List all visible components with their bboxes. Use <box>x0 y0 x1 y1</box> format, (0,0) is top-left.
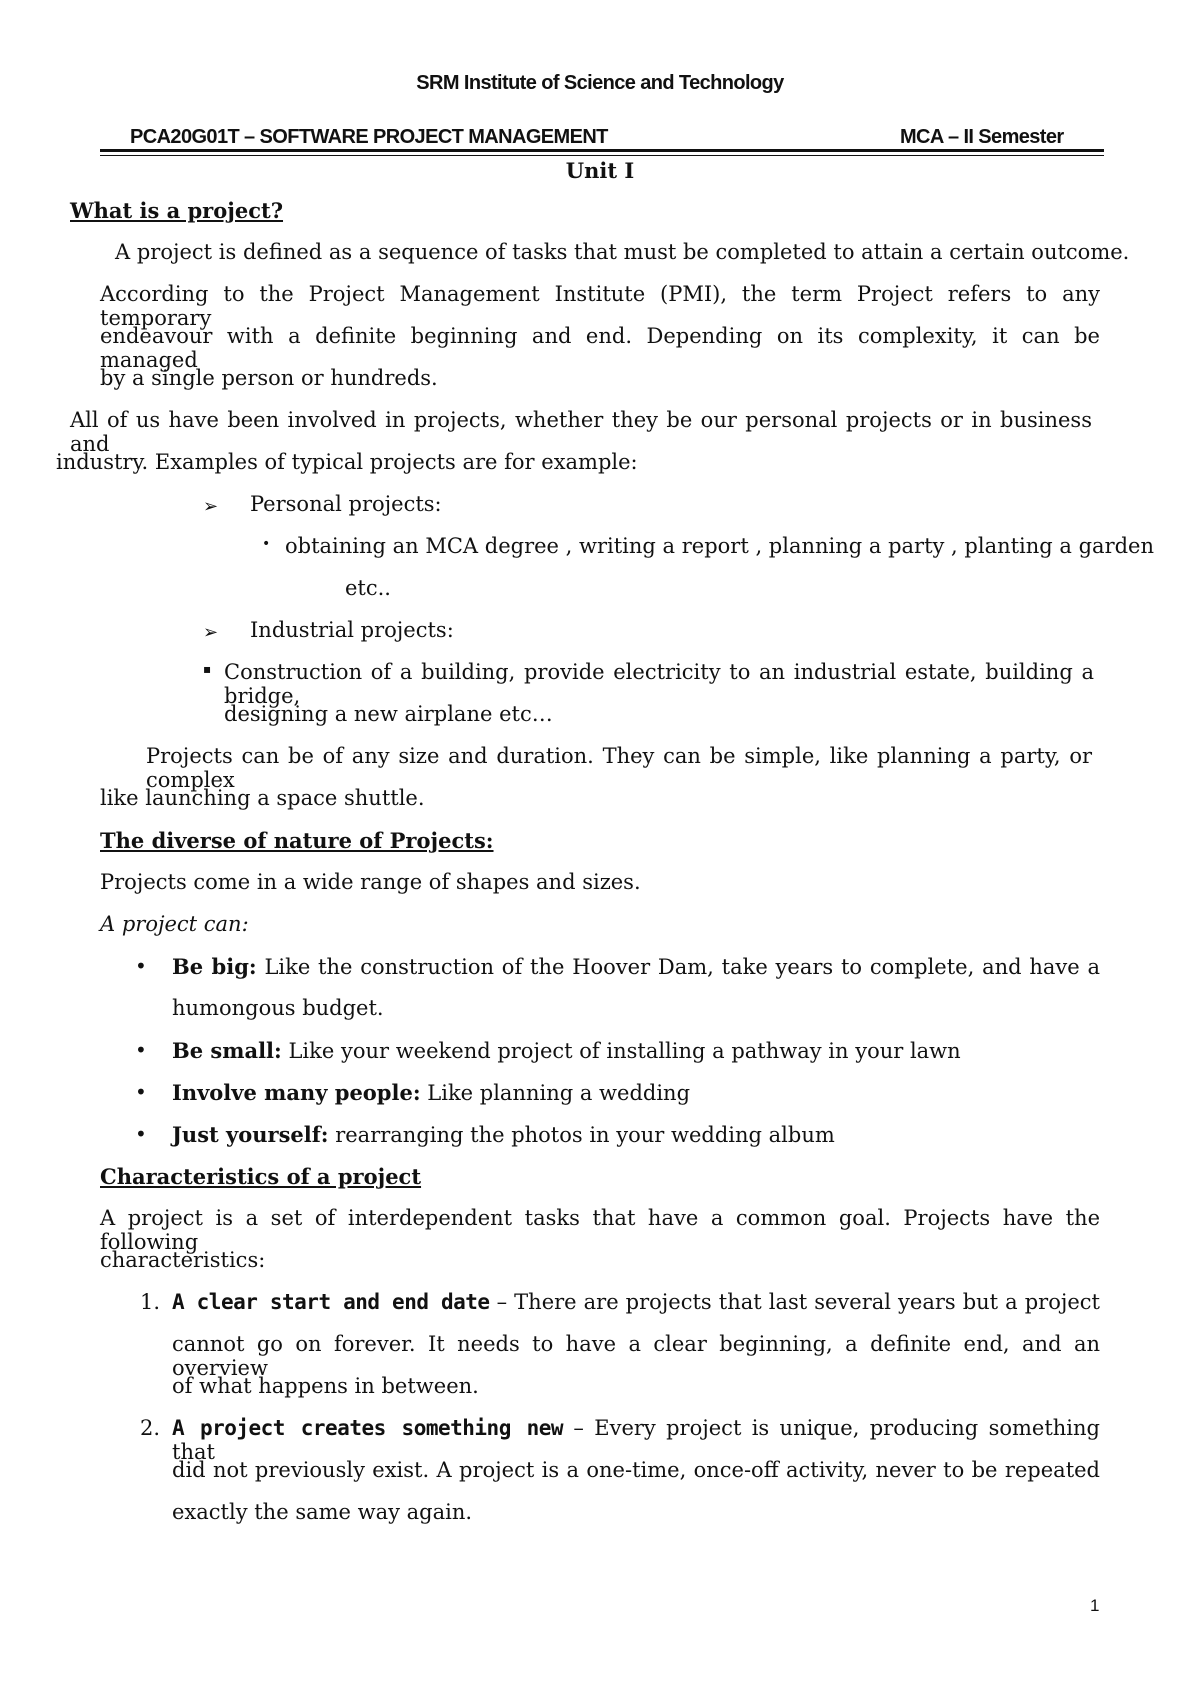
item-text: rearranging the photos in your wedding album <box>335 1123 835 1147</box>
list-item <box>172 1122 835 1147</box>
item-term: Be big: <box>172 954 257 979</box>
list-item <box>172 1038 961 1063</box>
numbered-item <box>172 1416 1100 1464</box>
item-term: Involve many people: <box>172 1080 421 1105</box>
diverse-intro: Projects come in a wide range of shapes and sizes. <box>100 870 641 894</box>
para2-line: industry. Examples of typical projects are for example: <box>56 450 638 474</box>
item-term: A project creates something new <box>172 1416 564 1440</box>
dot-bullet-icon: • <box>135 1038 147 1062</box>
item-text: Like the construction of the Hoover Dam, take years to complete, and have a <box>264 955 1100 979</box>
item-term: A clear start and end date <box>172 1290 490 1314</box>
industrial-item-line: designing a new airplane etc… <box>224 702 553 726</box>
item-term: Be small: <box>172 1038 282 1063</box>
characteristics-intro-line: A project is a set of interdependent tasks that have a common goal. Projects have the following <box>100 1206 1100 1254</box>
para3-line: Projects can be of any size and duration. They can be simple, like planning a party, or complex <box>146 744 1092 792</box>
header-rule-thin <box>100 155 1104 156</box>
para3-line: like launching a space shuttle. <box>100 786 425 810</box>
characteristics-intro-line: characteristics: <box>100 1248 266 1272</box>
item-text: Like your weekend project of installing a pathway in your lawn <box>288 1039 961 1063</box>
list-item <box>172 954 1100 979</box>
dot-bullet-icon: • <box>135 954 147 978</box>
square-bullet-icon: ▪ <box>203 662 212 676</box>
item-text-cont: did not previously exist. A project is a one-time, once-off activity, never to be repeated <box>172 1458 1100 1482</box>
dot-bullet-icon: • <box>262 536 271 552</box>
industrial-projects-label: Industrial projects: <box>250 618 454 642</box>
heading-diverse-nature: The diverse of nature of Projects: <box>100 828 494 853</box>
industrial-item-line: Construction of a building, provide electricity to an industrial estate, building a bridge, <box>224 660 1094 708</box>
item-text-cont: humongous budget. <box>172 996 384 1020</box>
item-text-cont: exactly the same way again. <box>172 1500 473 1524</box>
unit-title: Unit I <box>565 158 635 183</box>
header-rule-thick <box>100 149 1104 152</box>
item-term: Just yourself: <box>172 1122 329 1147</box>
dot-bullet-icon: • <box>135 1122 147 1146</box>
list-item <box>172 1080 690 1105</box>
semester-label: MCA – II Semester <box>900 126 1064 148</box>
item-number: 1. <box>140 1290 161 1314</box>
item-text: Like planning a wedding <box>427 1081 691 1105</box>
para1-line: endeavour with a definite beginning and end. Depending on its complexity, it can be managed <box>100 324 1100 372</box>
item-text: – There are projects that last several years but a project <box>496 1290 1100 1314</box>
item-text: – Every project is unique, producing something that <box>172 1416 1100 1464</box>
course-title: PCA20G01T – SOFTWARE PROJECT MANAGEMENT <box>130 126 608 148</box>
dot-bullet-icon: • <box>135 1080 147 1104</box>
para2-line: All of us have been involved in projects, whether they be our personal projects or in business and <box>70 408 1092 456</box>
page-number: 1 <box>1090 1596 1100 1615</box>
item-text-cont: cannot go on forever. It needs to have a clear beginning, a definite end, and an overview <box>172 1332 1100 1380</box>
institute-title: SRM Institute of Science and Technology <box>416 72 784 94</box>
item-text-cont: of what happens in between. <box>172 1374 479 1398</box>
para1-line: A project is defined as a sequence of tasks that must be completed to attain a certain outcome. <box>115 240 1130 264</box>
heading-characteristics: Characteristics of a project <box>100 1164 422 1189</box>
personal-item-line: obtaining an MCA degree , writing a report , planning a party , planting a garden <box>285 534 1154 558</box>
para1-line: by a single person or hundreds. <box>100 366 438 390</box>
personal-projects-label: Personal projects: <box>250 492 442 516</box>
para1-line: According to the Project Management Institute (PMI), the term Project refers to any temporary <box>100 282 1100 330</box>
personal-item-line: etc.. <box>345 576 391 600</box>
numbered-item <box>172 1290 1100 1314</box>
arrow-bullet-icon: ➢ <box>203 496 219 517</box>
heading-what-is-project: What is a project? <box>70 198 284 223</box>
arrow-bullet-icon: ➢ <box>203 622 219 643</box>
project-can-label: A project can: <box>100 912 249 936</box>
item-number: 2. <box>140 1416 161 1440</box>
